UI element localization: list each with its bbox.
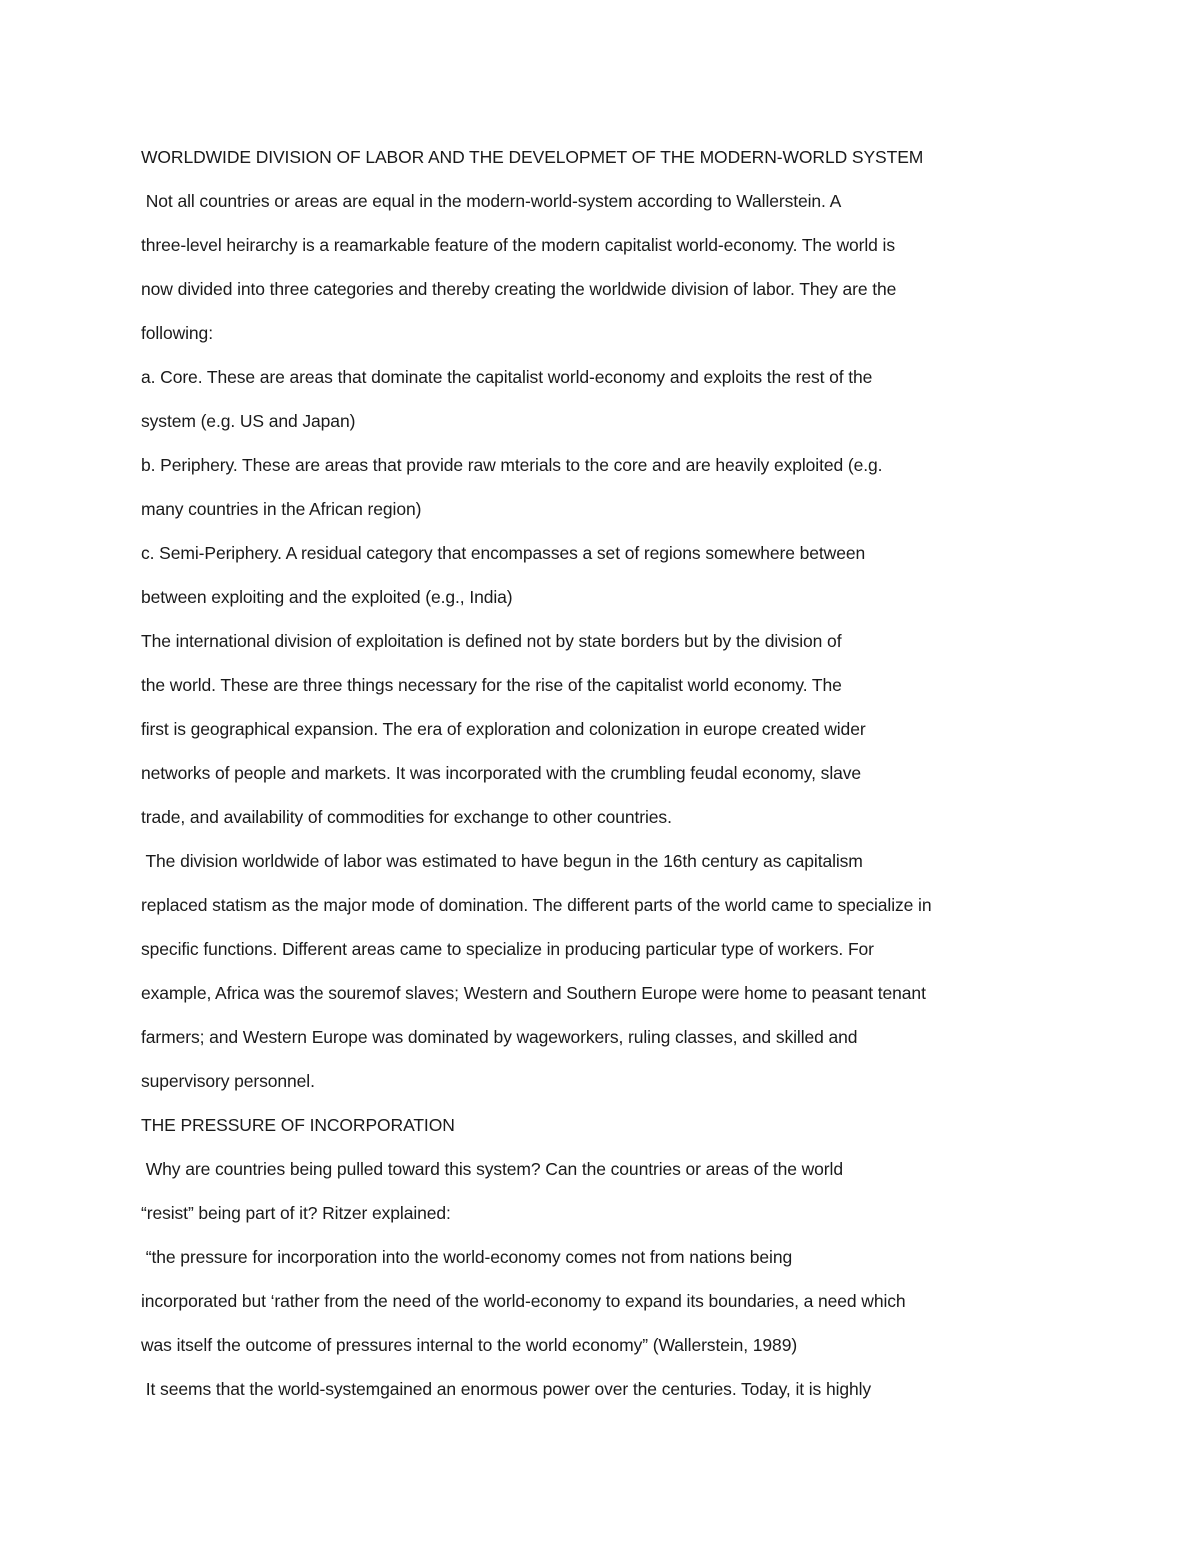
- list-item-semi-periphery: c. Semi-Periphery. A residual category that encompasses a set of regions somewhere between: [141, 543, 866, 563]
- text-line: the world. These are three things necessary for the rise of the capitalist world economy. The: [141, 675, 842, 695]
- text-line: three-level heirarchy is a reamarkable feature of the modern capitalist world-economy. The world is: [141, 235, 895, 255]
- text-line: many countries in the African region): [141, 499, 422, 519]
- list-item-periphery: b. Periphery. These are areas that provide raw mterials to the core and are heavily exploited (e.g.: [141, 455, 883, 475]
- text-line: networks of people and markets. It was incorporated with the crumbling feudal economy, slave: [141, 763, 862, 783]
- text-line: specific functions. Different areas came to specialize in producing particular type of workers. For: [141, 939, 874, 959]
- quote-line: “the pressure for incorporation into the world-economy comes not from nations being: [141, 1247, 793, 1267]
- text-line: It seems that the world-systemgained an enormous power over the centuries. Today, it is highly: [141, 1379, 872, 1399]
- text-line: between exploiting and the exploited (e.g., India): [141, 587, 513, 607]
- text-line: system (e.g. US and Japan): [141, 411, 356, 431]
- text-line: following:: [141, 323, 213, 343]
- heading-pressure-of-incorporation: THE PRESSURE OF INCORPORATION: [141, 1115, 455, 1135]
- text-line: Not all countries or areas are equal in the modern-world-system according to Wallerstein. A: [141, 191, 842, 211]
- text-line: supervisory personnel.: [141, 1071, 315, 1091]
- text-line: The international division of exploitation is defined not by state borders but by the division of: [141, 631, 842, 651]
- text-line: replaced statism as the major mode of domination. The different parts of the world came to specialize in: [141, 895, 932, 915]
- text-line: first is geographical expansion. The era of exploration and colonization in europe created wider: [141, 719, 866, 739]
- text-line: trade, and availability of commodities for exchange to other countries.: [141, 807, 672, 827]
- quote-line: incorporated but ‘rather from the need of the world-economy to expand its boundaries, a need which: [141, 1291, 906, 1311]
- text-line: now divided into three categories and thereby creating the worldwide division of labor. They are the: [141, 279, 897, 299]
- list-item-core: a. Core. These are areas that dominate the capitalist world-economy and exploits the rest of the: [141, 367, 873, 387]
- text-line: “resist” being part of it? Ritzer explained:: [141, 1203, 451, 1223]
- heading-worldwide-division: WORLDWIDE DIVISION OF LABOR AND THE DEVELOPMET OF THE MODERN-WORLD SYSTEM: [141, 147, 924, 167]
- quote-line: was itself the outcome of pressures internal to the world economy” (Wallerstein, 1989): [141, 1335, 798, 1355]
- text-line: Why are countries being pulled toward this system? Can the countries or areas of the world: [141, 1159, 843, 1179]
- text-line: example, Africa was the souremof slaves; Western and Southern Europe were home to peasant tenant: [141, 983, 926, 1003]
- text-line: farmers; and Western Europe was dominated by wageworkers, ruling classes, and skilled and: [141, 1027, 858, 1047]
- text-line: The division worldwide of labor was estimated to have begun in the 16th century as capitalism: [141, 851, 863, 871]
